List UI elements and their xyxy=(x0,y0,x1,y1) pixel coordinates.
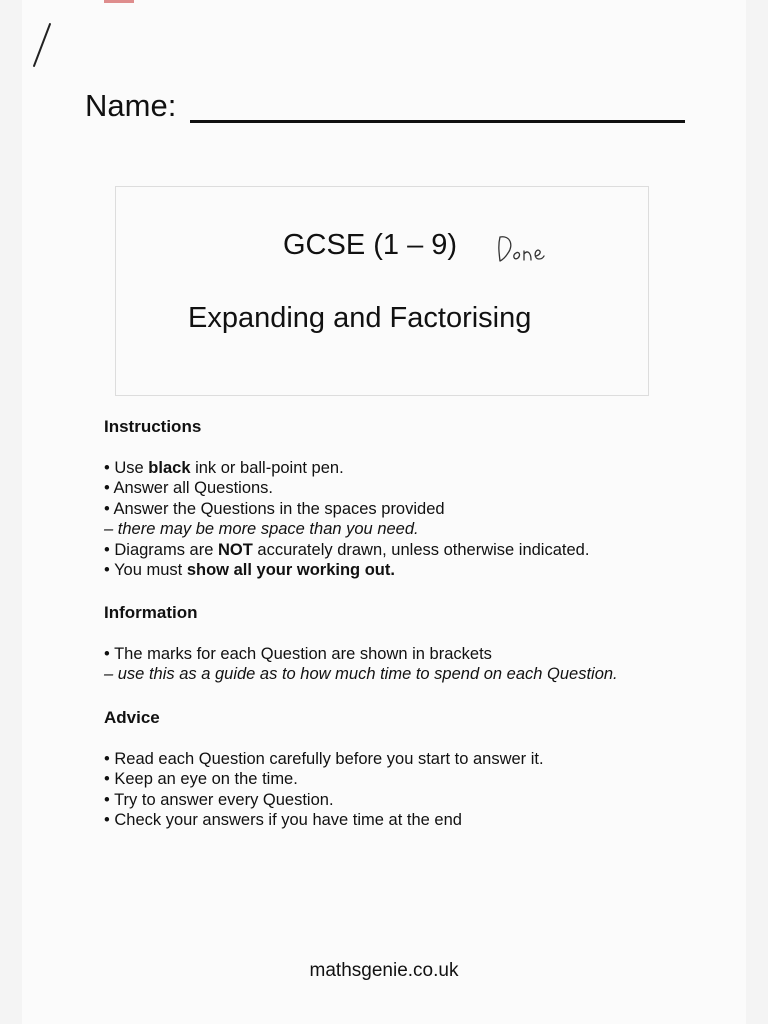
advice-heading: Advice xyxy=(104,708,160,727)
information-section xyxy=(104,603,714,685)
information-heading: Information xyxy=(104,603,198,622)
instruction-item: • You must show all your working out. xyxy=(104,561,395,579)
top-edge-mark xyxy=(104,0,134,3)
name-answer-line xyxy=(190,120,685,123)
pen-tick-mark xyxy=(30,18,60,70)
instruction-item: • Answer the Questions in the spaces provided xyxy=(104,499,445,518)
advice-item: • Keep an eye on the time. xyxy=(104,770,298,788)
information-item: • The marks for each Question are shown in brackets xyxy=(104,644,492,663)
advice-section xyxy=(104,708,714,831)
advice-item: • Try to answer every Question. xyxy=(104,790,334,809)
instruction-item: • Answer all Questions. xyxy=(104,479,274,497)
instructions-heading: Instructions xyxy=(104,417,202,436)
instruction-item: • Diagrams are NOT accurately drawn, unless otherwise indicated. xyxy=(104,540,590,559)
advice-item: • Read each Question carefully before you start to answer it. xyxy=(104,749,544,768)
title-box xyxy=(115,186,649,396)
footer-website: mathsgenie.co.uk xyxy=(309,960,459,981)
advice-item: • Check your answers if you have time at the end xyxy=(104,811,462,829)
instructions-section xyxy=(104,417,714,581)
instruction-note: – there may be more space than you need. xyxy=(104,520,419,538)
handwritten-done-annotation xyxy=(494,231,554,263)
name-label: Name: xyxy=(85,88,177,123)
instruction-item: • Use black ink or ball-point pen. xyxy=(104,458,344,477)
name-field xyxy=(85,88,690,130)
qualification-title: GCSE (1 – 9) xyxy=(283,229,458,261)
worksheet-subject: Expanding and Factorising xyxy=(188,302,532,334)
information-note: – use this as a guide as to how much time to spend on each Question. xyxy=(104,665,618,683)
